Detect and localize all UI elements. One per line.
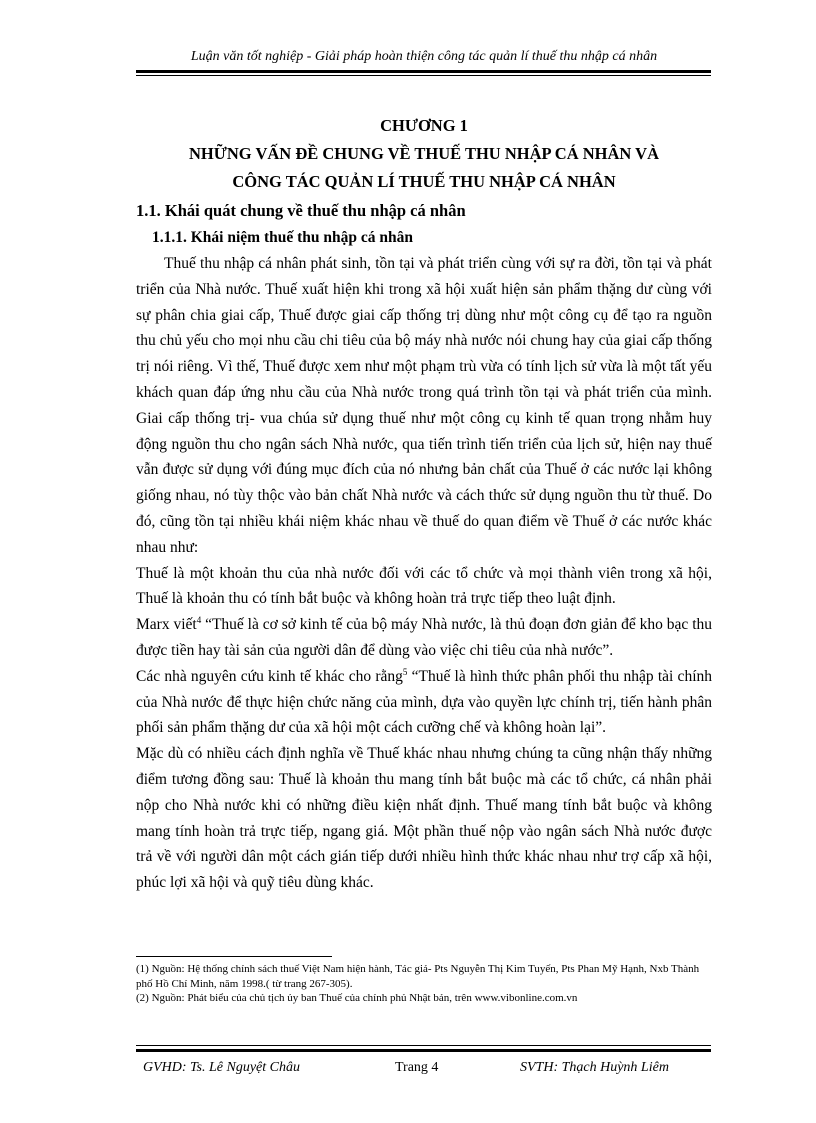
paragraph-3 bbox=[136, 612, 712, 664]
subsection-heading: 1.1.1. Khái niệm thuế thu nhập cá nhân bbox=[152, 229, 413, 246]
footnote-ref-5: 5 bbox=[402, 666, 408, 677]
paragraph-4-quote: “Thuế là hình thức phân phối thu nhập tài chính của Nhà nước để thực hiện chức năng của mình, dựa vào quyền lực chính trị, tiến hành phân phối sản phẩm thặng dư của xã hội một cách cưỡng chế và không hoàn lại”. bbox=[136, 667, 712, 737]
section-heading: 1.1. Khái quát chung về thuế thu nhập cá nhân bbox=[136, 201, 466, 220]
footnote-1: (1) Nguồn: Hệ thống chính sách thuế Việt Nam hiện hành, Tác giả- Pts Nguyễn Thị Kim Tuyến, Pts Phan Mỹ Hạnh, Nxb Thành phố Hồ Chí Minh, năm 1998.( từ trang 267-305). bbox=[136, 963, 700, 990]
paragraph-1: Thuế thu nhập cá nhân phát sinh, tồn tại và phát triển cùng với sự ra đời, tồn tại và phát triển của Nhà nước. Thuế xuất hiện khi trong xã hội xuất hiện sản phẩm thặng dư cùng với sự phân chia giai cấp, Thuế được giai cấp thống trị dùng như một công cụ để tạo ra nguồn thu chủ yếu cho mọi nhu cầu chi tiêu của bộ máy nhà nước nói chung hay của giai cấp thống trị nói riêng. Vì thế, Thuế được xem như một phạm trù vừa có tính lịch sử vừa là một tất yếu khách quan đáp ứng nhu cầu của Nhà nước trong quá trình tồn tại và phát triển của mình. Giai cấp thống trị- vua chúa sử dụng thuế như một công cụ kinh tế quan trọng nhằm huy động nguồn thu cho ngân sách Nhà nước, qua tiến trình tiến triển của lịch sử, hiện nay thuế vẫn được sử dụng với đúng mục đích của nó nhưng bản chất của Thuế ở các nước lại không giống nhau, nó tùy thộc vào bản chất Nhà nước và cách thức sử dụng nguồn thu từ thuế. Do đó, cũng tồn tại nhiều khái niệm khác nhau về thuế do quan điểm về Thuế ở các nước khác nhau như: bbox=[136, 255, 712, 556]
footnotes bbox=[136, 962, 712, 1006]
body-text bbox=[136, 251, 712, 896]
paragraph-5: Mặc dù có nhiều cách định nghĩa về Thuế khác nhau nhưng chúng ta cũng nhận thấy những điểm tương đồng sau: Thuế là khoản thu mang tính bắt buộc mà các tổ chức, cá nhân phải nộp cho Nhà nước khi có những điều kiện nhất định. Thuế mang tính bắt buộc và không mang tính hoàn trả trực tiếp, ngang giá. Một phần thuế nộp vào ngân sách Nhà nước được trả về với người dân một cách gián tiếp dưới nhiều hình thức khác nhau như trợ cấp xã hội, phúc lợi xã hội và quỹ tiêu dùng khác. bbox=[136, 745, 712, 892]
footer-page-number: Trang 4 bbox=[395, 1060, 439, 1075]
footer-rule-thick bbox=[136, 1049, 711, 1052]
paragraph-3-lead: Marx viết bbox=[136, 616, 197, 634]
chapter-number: CHƯƠNG 1 bbox=[380, 116, 468, 135]
footnote-ref-4: 4 bbox=[196, 615, 202, 625]
footer-student: SVTH: Thạch Huỳnh Liêm bbox=[520, 1060, 669, 1075]
header-rule-thick bbox=[136, 70, 711, 73]
header-rule-thin bbox=[136, 75, 711, 76]
footer-rule-thin bbox=[136, 1045, 711, 1046]
footnote-2: (2) Nguồn: Phát biểu của chủ tịch ủy ban Thuế của chính phủ Nhật bản, trên www.vibonline.com.vn bbox=[136, 992, 578, 1004]
running-header: Luận văn tốt nghiệp - Giải pháp hoàn thiện công tác quản lí thuế thu nhập cá nhân bbox=[190, 49, 658, 64]
footer-advisor: GVHD: Ts. Lê Nguyệt Châu bbox=[143, 1060, 300, 1075]
chapter-title-line2: CÔNG TÁC QUẢN LÍ THUẾ THU NHẬP CÁ NHÂN bbox=[232, 172, 616, 191]
paragraph-3-quote: “Thuế là cơ sở kinh tế của bộ máy Nhà nước, là thủ đoạn đơn giản để kho bạc thu được tiền hay tài sản của người dân để dùng vào việc chi tiêu của nhà nước”. bbox=[136, 616, 712, 659]
paragraph-4-lead: Các nhà nguyên cứu kinh tế khác cho rằng bbox=[136, 667, 403, 685]
chapter-title-line1: NHỮNG VẤN ĐỀ CHUNG VỀ THUẾ THU NHẬP CÁ NHÂN VÀ bbox=[189, 144, 659, 163]
paragraph-2: Thuế là một khoản thu của nhà nước đối với các tổ chức và mọi thành viên trong xã hội, Thuế là khoản thu có tính bắt buộc và không hoàn trả trực tiếp theo luật định. bbox=[136, 564, 712, 608]
paragraph-4 bbox=[136, 664, 712, 741]
footnote-separator bbox=[136, 956, 332, 957]
